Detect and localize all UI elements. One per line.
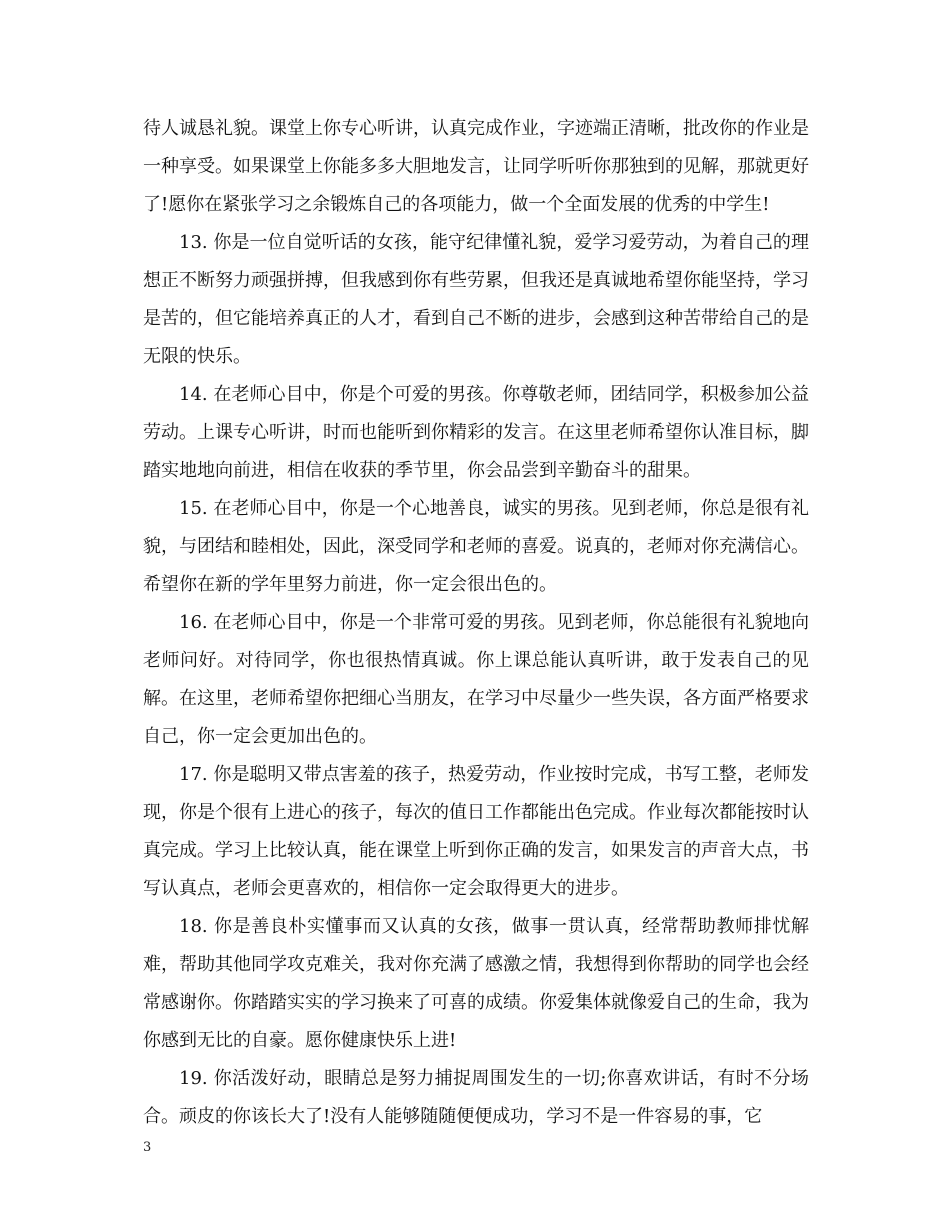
page-number: 3 xyxy=(143,1140,152,1155)
paragraph: 14. 在老师心目中，你是个可爱的男孩。你尊敬老师，团结同学，积极参加公益劳动。上课专心听讲，时而也能听到你精彩的发言。在这里老师希望你认准目标，脚踏实地地向前进，相信在收获的季节里，你会品尝到辛勤奋斗的甜果。 xyxy=(143,384,809,481)
paragraph: 15. 在老师心目中，你是一个心地善良，诚实的男孩。见到老师，你总是很有礼貌，与团结和睦相处，因此，深受同学和老师的喜爱。说真的，老师对你充满信心。希望你在新的学年里努力前进，你一定会很出色的。 xyxy=(143,498,809,595)
paragraph: 16. 在老师心目中，你是一个非常可爱的男孩。见到老师，你总能很有礼貌地向老师问好。对待同学，你也很热情真诚。你上课总能认真听讲，敢于发表自己的见解。在这里，老师希望你把细心当朋友，在学习中尽量少一些失误，各方面严格要求自己，你一定会更加出色的。 xyxy=(143,612,809,747)
document-body xyxy=(143,110,809,1136)
paragraph: 19. 你活泼好动，眼睛总是努力捕捉周围发生的一切;你喜欢讲话，有时不分场合。顽皮的你该长大了!没有人能够随随便便成功，学习不是一件容易的事，它 xyxy=(143,1068,809,1127)
paragraph: 13. 你是一位自觉听话的女孩，能守纪律懂礼貌，爱学习爱劳动，为着自己的理想正不断努力顽强拼搏，但我感到你有些劳累，但我还是真诚地希望你能坚持，学习是苦的，但它能培养真正的人才，看到自己不断的进步，会感到这种苦带给自己的是无限的快乐。 xyxy=(143,232,809,367)
paragraph: 18. 你是善良朴实懂事而又认真的女孩，做事一贯认真，经常帮助教师排忧解难，帮助其他同学攻克难关，我对你充满了感激之情，我想得到你帮助的同学也会经常感谢你。你踏踏实实的学习换来了可喜的成绩。你爱集体就像爱自己的生命，我为你感到无比的自豪。愿你健康快乐上进! xyxy=(143,916,809,1051)
paragraph: 待人诚恳礼貌。课堂上你专心听讲，认真完成作业，字迹端正清晰，批改你的作业是一种享受。如果课堂上你能多多大胆地发言，让同学听听你那独到的见解，那就更好了!愿你在紧张学习之余锻炼自己的各项能力，做一个全面发展的优秀的中学生! xyxy=(143,118,809,215)
paragraph: 17. 你是聪明又带点害羞的孩子，热爱劳动，作业按时完成，书写工整，老师发现，你是个很有上进心的孩子，每次的值日工作都能出色完成。作业每次都能按时认真完成。学习上比较认真，能在课堂上听到你正确的发言，如果发言的声音大点，书写认真点，老师会更喜欢的，相信你一定会取得更大的进步。 xyxy=(143,764,809,899)
